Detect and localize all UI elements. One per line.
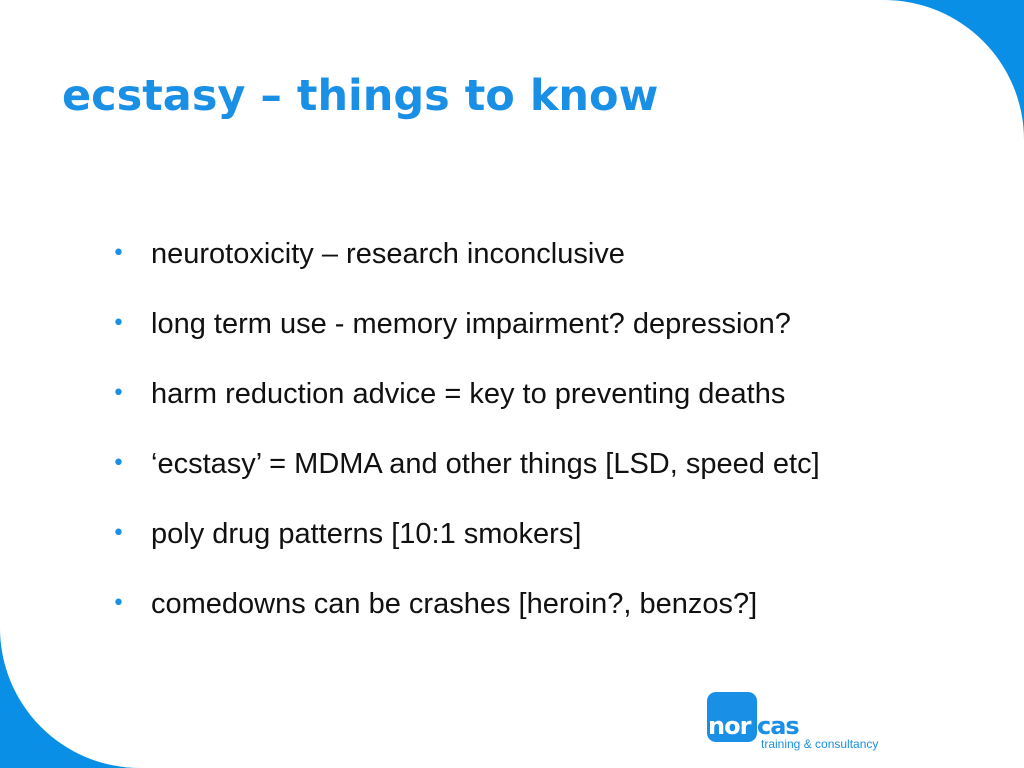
slide-title: ecstasy – things to know	[62, 71, 659, 121]
logo-tagline: training & consultancy	[761, 737, 879, 751]
bullet-text: comedowns can be crashes [heroin?, benzos?]	[151, 588, 758, 620]
bullet-icon: •	[112, 311, 125, 336]
bullet-text: poly drug patterns [10:1 smokers]	[151, 518, 582, 550]
bullet-icon: •	[112, 381, 125, 406]
logo-text-cas: cas	[757, 712, 799, 740]
bullet-text: neurotoxicity – research inconclusive	[151, 238, 625, 270]
norcas-logo	[707, 692, 907, 756]
bullet-icon: •	[112, 241, 125, 266]
bullet-text: harm reduction advice = key to preventing deaths	[151, 378, 786, 410]
bullet-text: long term use - memory impairment? depression?	[151, 308, 791, 340]
bullet-icon: •	[112, 521, 125, 546]
bullet-text: ‘ecstasy’ = MDMA and other things [LSD, speed etc]	[151, 448, 820, 480]
bullet-icon: •	[112, 451, 125, 476]
logo-text-nor: nor	[708, 712, 751, 740]
bullet-icon: •	[112, 591, 125, 616]
